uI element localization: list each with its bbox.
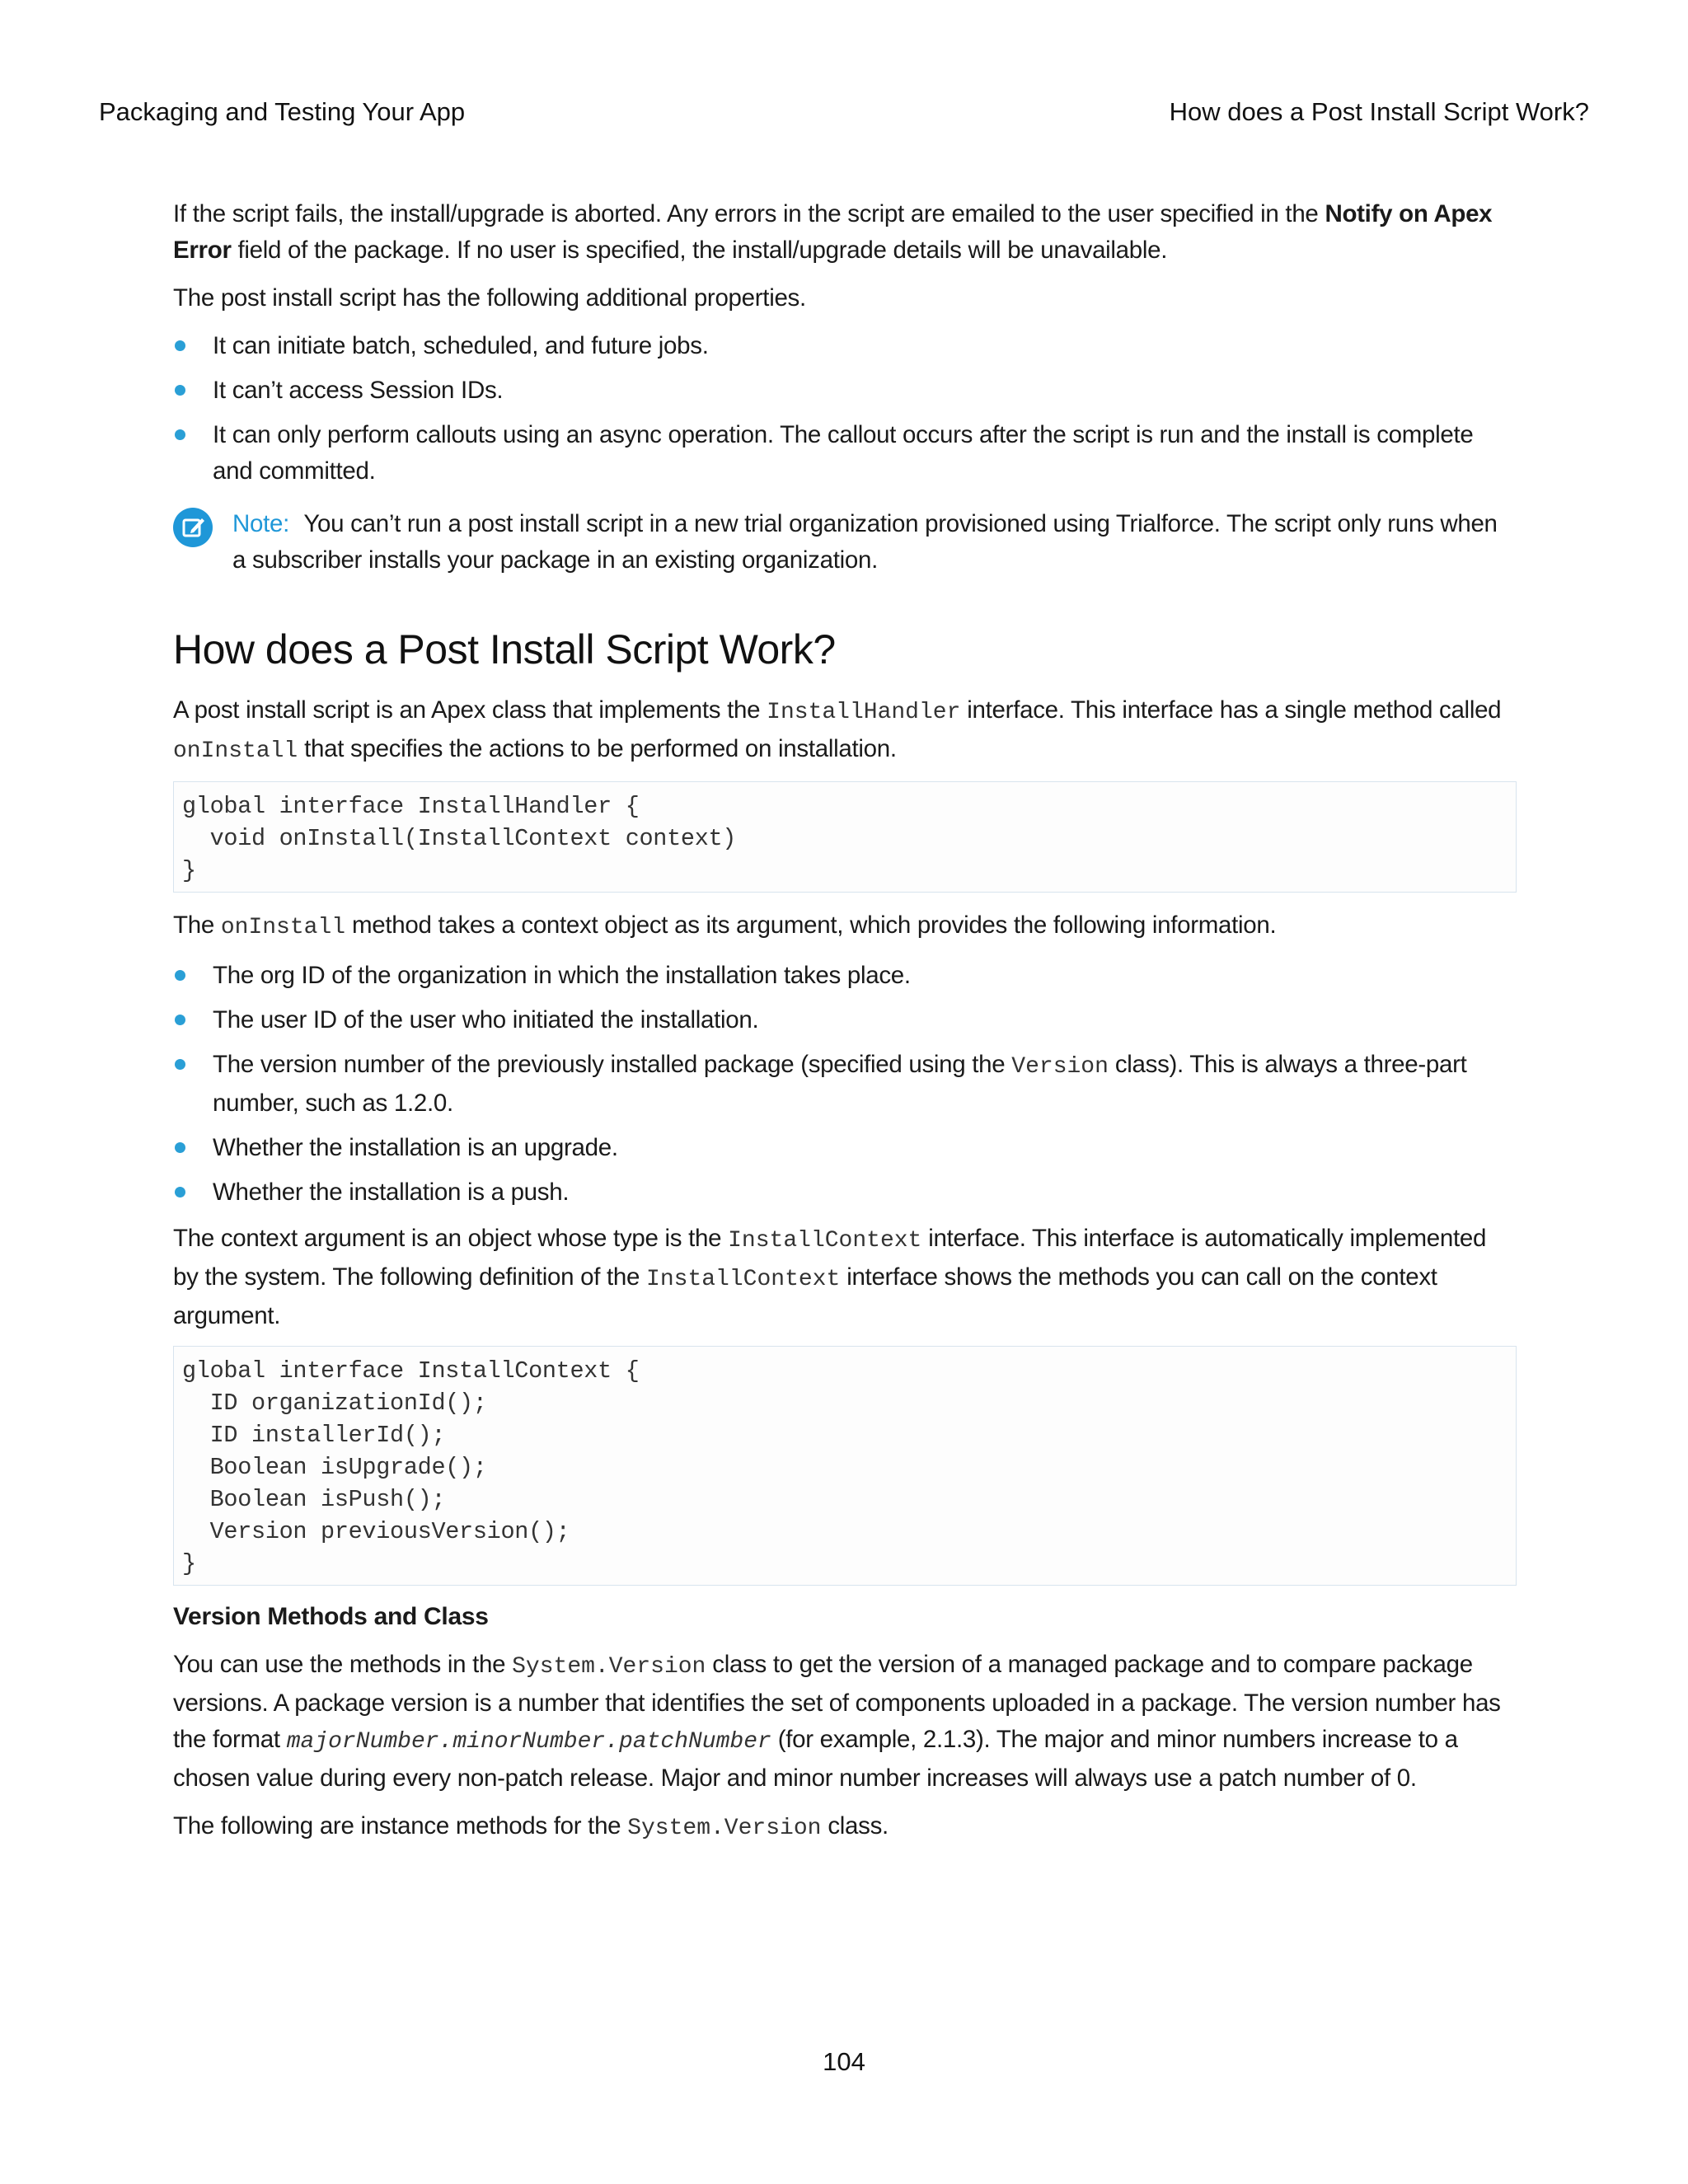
text-run: class. [821,1812,889,1840]
code-block-install-context: global interface InstallContext { ID organizationId(); ID installerId(); Boolean isUpgrade(); Boolean isPush(); Version previousVersion(); } [173,1346,1517,1586]
header-section-title: How does a Post Install Script Work? [1169,97,1589,126]
text-run: field of the package. If no user is specified, the install/upgrade details will be unavailable. [231,237,1168,264]
text-run: (for example, 2.1.3). The major and minor numbers increase to a chosen value during every non-patch release. Major and minor number increases will always use a patch number of 0. [173,1726,1458,1792]
page-number: 104 [823,2047,865,2076]
text-run: class). This is always a three-part number, such as 1.2.0. [213,1051,1467,1117]
inline-code: onInstall [173,738,298,764]
text-run: A post install script is an Apex class that implements the [173,696,767,724]
note-label: Note: [232,510,290,537]
page-content [173,196,1517,1858]
text-run: interface. This interface is automatically implemented by the system. The following definition of the [173,1225,1487,1291]
inline-code: System.Version [627,1816,822,1841]
text-run: interface. This interface has a single method called [960,696,1502,724]
text-run: The version number of the previously installed package (specified using the [213,1051,1012,1078]
text-run: that specifies the actions to be performed on installation. [298,735,897,762]
section-paragraph-3 [173,1221,1517,1334]
inline-code: InstallContext [646,1267,841,1292]
text-run: The context argument is an object whose type is the [173,1225,729,1252]
code-block-install-handler: global interface InstallHandler { void onInstall(InstallContext context) } [173,781,1517,893]
intro-paragraph-1 [173,196,1517,269]
list-item: It can’t access Session IDs. [173,373,1517,409]
list-item: Whether the installation is a push. [173,1174,1517,1211]
inline-code: System.Version [512,1654,706,1680]
context-info-list [173,958,1517,1211]
list-item: The org ID of the organization in which the installation takes place. [173,958,1517,994]
subsection-heading: Version Methods and Class [173,1603,489,1630]
list-item: It can only perform callouts using an async operation. The callout occurs after the script is run and the install is complete and committed. [173,417,1517,490]
text-run: interface shows the methods you can call on the context argument. [173,1263,1437,1329]
section-paragraph-2 [173,907,1517,946]
note-edit-icon [173,508,213,547]
subsection-paragraph-2 [173,1808,1517,1847]
text-run: If the script fails, the install/upgrade is aborted. Any errors in the script are emailed to the user specified in the [173,200,1325,227]
text-run: The following are instance methods for the [173,1812,628,1840]
running-header [99,97,1589,127]
note-text: You can’t run a post install script in a new trial organization provisioned using Trialforce. The script only runs when a subscriber installs your package in an existing organization. [232,510,1498,574]
list-item: It can initiate batch, scheduled, and future jobs. [173,328,1517,364]
header-chapter-title: Packaging and Testing Your App [99,97,466,126]
intro-paragraph-2: The post install script has the following additional properties. [173,284,806,312]
note-callout [173,506,1517,579]
inline-code: Version [1011,1054,1109,1080]
text-run: class to get the version of a managed package and to compare package versions. A package version is a number that identifies the set of components uploaded in a package. The version number has the format [173,1651,1501,1753]
list-item: Whether the installation is an upgrade. [173,1130,1517,1166]
notify-field-name: Notify on Apex Error [173,200,1493,264]
section-heading: How does a Post Install Script Work? [173,626,836,673]
inline-code: InstallHandler [767,700,961,725]
text-run: You can use the methods in the [173,1651,513,1678]
list-item: The user ID of the user who initiated the installation. [173,1002,1517,1038]
list-item [173,1047,1517,1122]
text-run: The [173,912,221,939]
properties-list [173,328,1517,490]
inline-code: InstallContext [728,1228,922,1254]
inline-code: onInstall [220,915,346,940]
text-run: method takes a context object as its argument, which provides the following information. [345,912,1277,939]
inline-code-version-format: majorNumber.minorNumber.patchNumber [286,1729,771,1755]
section-paragraph-1 [173,692,1517,770]
subsection-paragraph-1 [173,1647,1517,1797]
